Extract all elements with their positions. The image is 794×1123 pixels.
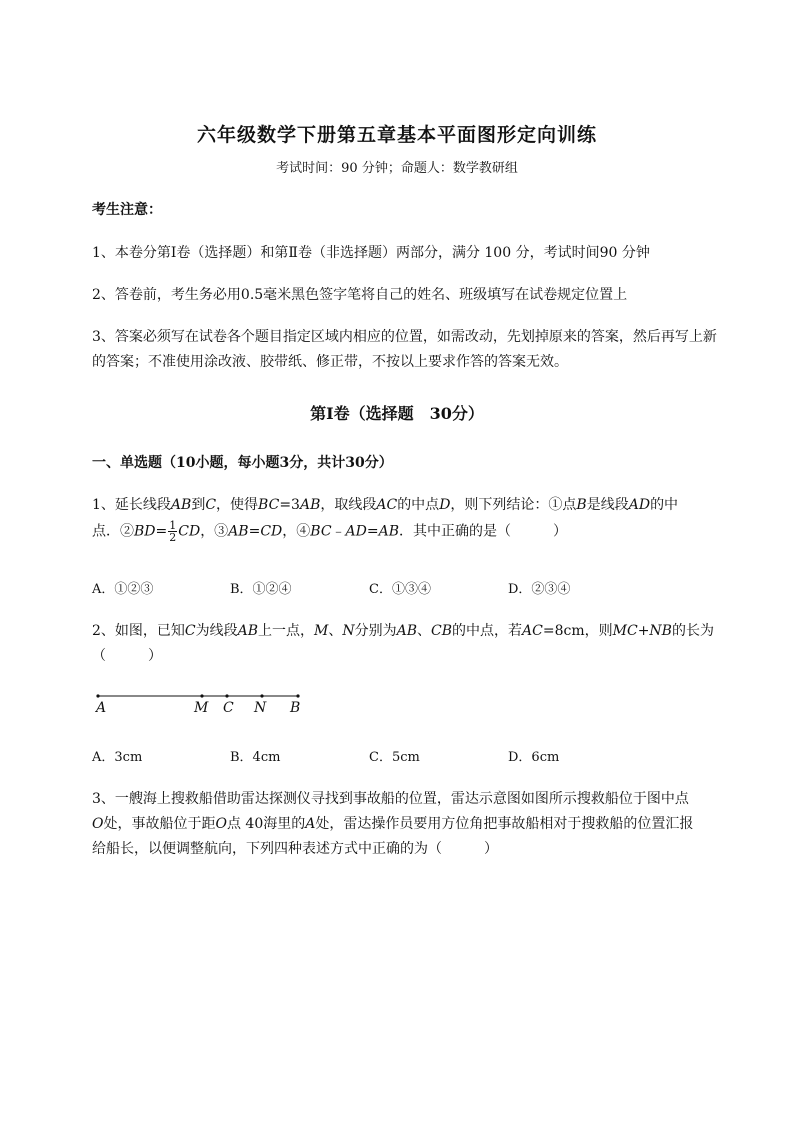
notice-heading: 考生注意：	[92, 202, 162, 218]
q2-option-b[interactable]: B．4cm	[230, 750, 281, 765]
exam-info: 考试时间：90 分钟；命题人：数学教研组	[276, 161, 518, 176]
question-3-line-2: O处，事故船位于距O点 40海里的A处，雷达操作员要用方位角把事故船相对于搜救船的位置汇报	[92, 816, 694, 832]
q1-option-a[interactable]: A．①②③	[92, 582, 154, 597]
label-n: N	[254, 700, 267, 716]
section-title: 第Ⅰ卷（选择题 30分）	[310, 404, 484, 423]
q2-option-d[interactable]: D．6cm	[508, 750, 560, 765]
q1-option-c[interactable]: C．①③④	[369, 582, 431, 597]
notice-item-2: 2、答卷前，考生务必用0.5毫米黑色签字笔将自己的姓名、班级填写在试卷规定位置上	[92, 287, 628, 303]
q2-option-a[interactable]: A．3cm	[92, 750, 143, 765]
segment-diagram	[96, 688, 306, 720]
q2-option-c[interactable]: C．5cm	[369, 750, 420, 765]
label-a: A	[96, 700, 107, 716]
question-1-line-1: 1、延长线段AB到C，使得BC=3AB，取线段AC的中点D，则下列结论：①点B是线段AD的中	[92, 497, 679, 513]
label-m: M	[194, 700, 209, 716]
point-b	[296, 694, 299, 697]
question-3-line-3: 给船长，以便调整航向，下列四种表述方式中正确的为（ ）	[92, 841, 498, 857]
q1-option-d[interactable]: D．②③④	[508, 582, 571, 597]
question-2-line-2: （ ）	[92, 648, 162, 664]
point-m	[200, 694, 203, 697]
fraction-one-half: $\frac{1}{2}$	[169, 519, 177, 544]
notice-item-3-line-1: 3、答案必须写在试卷各个题目指定区域内相应的位置，如需改动，先划掉原来的答案，然后再写上新	[92, 329, 717, 345]
point-a	[96, 694, 99, 697]
point-c	[225, 694, 228, 697]
question-2-line-1: 2、如图，已知C为线段AB上一点，M、N分别为AB、CB的中点，若AC=8cm，则MC+NB的长为	[92, 623, 714, 639]
question-1-line-2: 点．②BD= $\frac{1}{2}$ CD，③AB=CD，④BC﹣AD=AB．其中正确的是（ ）	[92, 519, 568, 544]
part-heading: 一、单选题（10小题，每小题3分，共计30分）	[92, 455, 393, 471]
q1-option-b[interactable]: B．①②④	[230, 582, 292, 597]
notice-item-3-line-2: 的答案；不准使用涂改液、胶带纸、修正带，不按以上要求作答的答案无效。	[92, 354, 568, 370]
label-c: C	[223, 700, 234, 716]
page-title: 六年级数学下册第五章基本平面图形定向训练	[196, 124, 597, 146]
notice-item-1: 1、本卷分第Ⅰ卷（选择题）和第Ⅱ卷（非选择题）两部分，满分 100 分，考试时间90 分钟	[92, 245, 650, 261]
label-b: B	[290, 700, 301, 716]
point-n	[260, 694, 263, 697]
question-3-line-1: 3、一艘海上搜救船借助雷达探测仪寻找到事故船的位置，雷达示意图如图所示搜救船位于图中点	[92, 791, 689, 807]
